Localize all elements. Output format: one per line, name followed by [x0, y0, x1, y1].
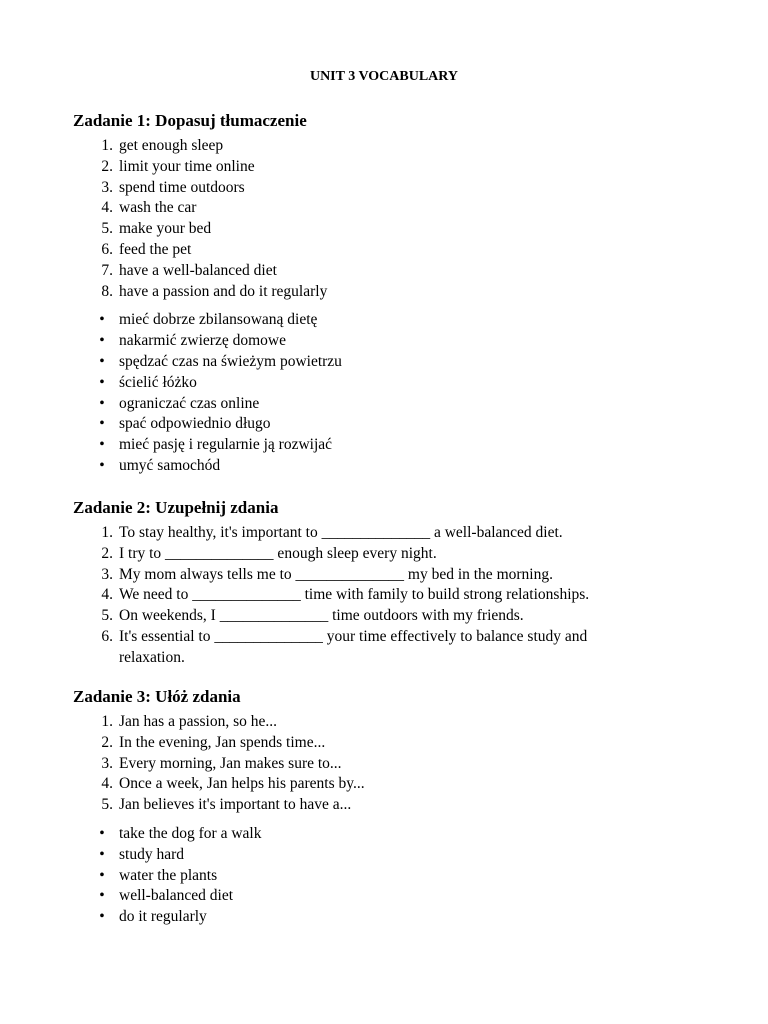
list-item: • do it regularly — [99, 908, 207, 926]
list-item: • ograniczać czas online — [99, 394, 260, 412]
list-item: 4. Once a week, Jan helps his parents by... — [101, 775, 365, 793]
list-item: 2. limit your time online — [101, 157, 255, 175]
list-item: 5. make your bed — [101, 220, 212, 238]
list-item: 8. have a passion and do it regularly — [101, 282, 328, 300]
list-item: 2. I try to ______________ enough sleep every night. — [101, 544, 437, 562]
task1-section — [73, 110, 693, 477]
list-item: • mieć dobrze zbilansowaną dietę — [99, 311, 318, 329]
list-item: 1. get enough sleep — [101, 137, 224, 154]
list-item: 4. wash the car — [101, 199, 197, 217]
list-item: • take the dog for a walk — [99, 824, 262, 842]
list-item: 5. On weekends, I ______________ time outdoors with my friends. — [101, 607, 524, 625]
task2-sentence-list — [73, 523, 693, 669]
list-item: • well-balanced diet — [99, 887, 234, 905]
list-item: • nakarmić zwierzę domowe — [99, 332, 286, 350]
list-item: 4. We need to ______________ time with family to build strong relationships. — [101, 586, 590, 604]
task2-heading: Zadanie 2: Uzupełnij zdania — [73, 498, 279, 517]
list-item: 3. spend time outdoors — [101, 178, 245, 196]
task3-ending-list — [73, 824, 693, 928]
list-item: 7. have a well-balanced diet — [101, 261, 277, 279]
list-item: 1. Jan has a passion, so he... — [101, 713, 277, 730]
task1-heading: Zadanie 1: Dopasuj tłumaczenie — [73, 111, 307, 130]
list-item: 1. To stay healthy, it's important to ______________ a well-balanced diet. — [101, 524, 563, 541]
task1-translation-list — [73, 310, 693, 476]
list-item: 6. It's essential to ______________ your time effectively to balance study and relaxation. — [101, 627, 588, 666]
task3-heading: Zadanie 3: Ułóż zdania — [73, 687, 241, 706]
list-item: • spędzać czas na świeżym powietrzu — [99, 352, 342, 370]
list-item: 3. My mom always tells me to ______________ my bed in the morning. — [101, 565, 553, 583]
list-item: • water the plants — [99, 866, 218, 884]
list-item: • mieć pasję i regularnie ją rozwijać — [99, 436, 333, 454]
list-item: 5. Jan believes it's important to have a... — [101, 796, 352, 814]
task3-section — [73, 686, 693, 928]
list-item: • study hard — [99, 845, 185, 863]
task2-section — [73, 497, 693, 669]
list-item: • spać odpowiednio długo — [99, 415, 271, 433]
list-item: 2. In the evening, Jan spends time... — [101, 733, 326, 751]
task1-phrase-list — [73, 136, 693, 302]
list-item: 6. feed the pet — [101, 240, 192, 258]
list-item: • umyć samochód — [99, 456, 221, 474]
list-item: • ścielić łóżko — [99, 373, 197, 391]
task3-start-list — [73, 712, 693, 816]
document-title: UNIT 3 VOCABULARY — [309, 69, 459, 84]
list-item: 3. Every morning, Jan makes sure to... — [101, 754, 342, 772]
